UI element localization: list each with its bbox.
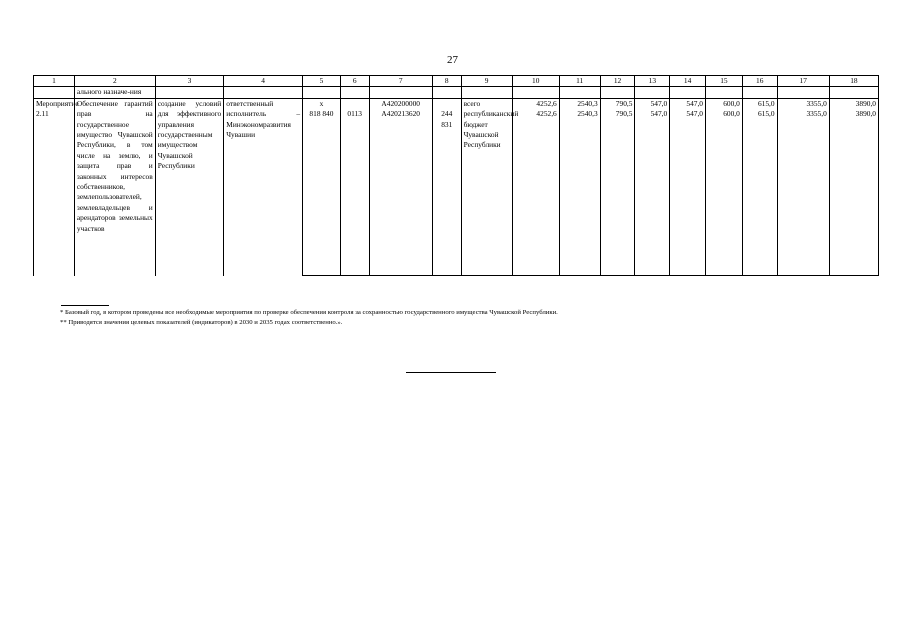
footnote-1: * Базовый год, в котором проведены все необходимые мероприятия по проверке обеспечения контроля за сохранностью государственного имущества Чувашской Республики. [60,309,558,316]
cell-value: 3355,0 [777,98,829,109]
continuation-row [34,87,879,98]
table-row [34,98,879,109]
header-cell: 12 [600,76,635,87]
continuation-text: ального назначе-ния [74,87,155,98]
cell-value: 547,0 [670,98,706,109]
program-table [33,75,879,276]
cell-value: 790,5 [600,109,635,276]
cell-target-article: А420200000 [369,98,432,109]
event-name: Мероприятие 2.11 [34,98,75,275]
cell-value: 3890,0 [829,98,878,109]
event-responsible: ответственный исполнитель – Минэкономразвития Чувашии [224,98,303,275]
table-header-row [34,76,879,87]
cell-value: 2540,3 [559,98,600,109]
header-cell: 5 [303,76,341,87]
cell-section [340,98,369,109]
header-cell: 7 [369,76,432,87]
end-separator [406,372,496,373]
header-cell: 14 [670,76,706,87]
header-cell: 1 [34,76,75,87]
cell-value: 790,5 [600,98,635,109]
cell-value: 600,0 [706,109,743,276]
cell-value: 615,0 [742,109,777,276]
cell-expense-group [432,98,461,109]
header-cell: 4 [224,76,303,87]
cell-target-article: А420213620 [369,109,432,276]
header-cell: 18 [829,76,878,87]
header-cell: 3 [155,76,224,87]
cell-value: 3890,0 [829,109,878,276]
event-goal: создание условий для эффективного управления государственным имуществом Чувашской Республики [155,98,224,275]
footnote-2: ** Приводятся значения целевых показателей (индикаторов) в 2030 и 2035 годах соответственно.». [60,319,343,326]
cell-source: всего [461,98,512,109]
cell-expense-group: 244 831 [432,109,461,276]
cell-value: 2540,3 [559,109,600,276]
header-cell: 15 [706,76,743,87]
cell-value: 547,0 [635,109,670,276]
header-cell: 6 [340,76,369,87]
cell-value: 600,0 [706,98,743,109]
cell-section: 0113 [340,109,369,276]
cell-source: республиканский бюджет Чувашской Республики [461,109,512,276]
header-cell: 17 [777,76,829,87]
cell-grbs: x [303,98,341,109]
page-number: 27 [447,54,458,66]
cell-value: 547,0 [670,109,706,276]
header-cell: 2 [74,76,155,87]
cell-value: 4252,6 [512,109,559,276]
header-cell: 16 [742,76,777,87]
header-cell: 13 [635,76,670,87]
header-cell: 8 [432,76,461,87]
cell-value: 4252,6 [512,98,559,109]
event-description: Обеспечение гарантий прав на государственное имущество Чувашской Республики, в том числе на землю, и защита прав и законных интересов собственников, землепользователей, землевладельцев и арендаторов земельных участков [74,98,155,275]
cell-value: 615,0 [742,98,777,109]
cell-value: 547,0 [635,98,670,109]
header-cell: 11 [559,76,600,87]
header-cell: 10 [512,76,559,87]
footnote-separator [61,305,109,306]
cell-grbs: 818 840 [303,109,341,276]
header-cell: 9 [461,76,512,87]
cell-value: 3355,0 [777,109,829,276]
